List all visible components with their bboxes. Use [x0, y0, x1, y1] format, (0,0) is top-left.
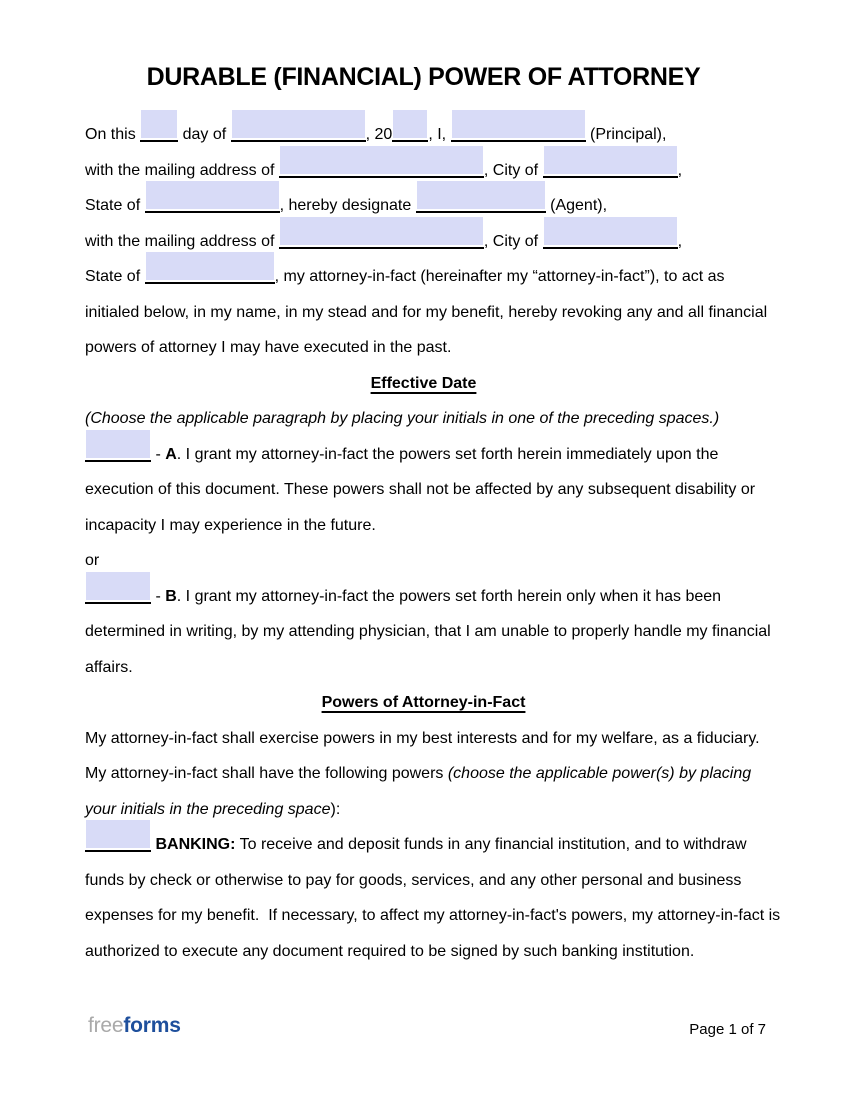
text-segment: State of	[85, 268, 145, 285]
freeforms-logo	[88, 1014, 181, 1038]
text-segment: Effective Date	[370, 374, 477, 392]
option-b-line-1	[85, 579, 762, 615]
text-segment: (Agent),	[545, 197, 608, 214]
text-segment: , 20	[365, 126, 393, 143]
text-segment: execution of this document. These powers shall not be affected by any subsequent disability or	[85, 481, 756, 498]
text-segment: , City of	[483, 232, 543, 250]
banking-line-3	[85, 898, 781, 934]
text-segment: day of	[178, 126, 231, 143]
banking-line-4	[85, 934, 762, 970]
field-banking-initials[interactable]	[85, 832, 151, 852]
powers-line-3	[85, 792, 762, 828]
text-segment: funds by check or otherwise to pay for goods, services, and any other personal and business	[85, 871, 742, 889]
field-agent-name[interactable]	[416, 193, 546, 213]
logo-text-forms: forms	[123, 1014, 181, 1037]
banking-line-2	[85, 863, 762, 899]
text-segment: ,	[677, 161, 683, 179]
text-segment: ,	[677, 232, 683, 250]
option-b-line-2	[85, 614, 771, 650]
field-principal-name[interactable]	[451, 122, 586, 142]
text-segment: -	[151, 445, 166, 463]
text-segment: ):	[330, 800, 341, 818]
option-b-line-3	[85, 650, 762, 686]
text-segment: or	[85, 552, 100, 569]
text-segment: My attorney-in-fact shall have the following powers	[85, 765, 448, 782]
text-segment: Powers of Attorney-in-Fact	[321, 694, 526, 711]
field-agent-city[interactable]	[543, 229, 678, 249]
heading-powers	[85, 685, 762, 721]
text-segment: , my attorney-in-fact (hereinafter my “attorney-in-fact”), to act as	[274, 268, 725, 285]
intro-line-4	[85, 224, 762, 260]
intro-line-1	[85, 117, 762, 153]
field-principal-city[interactable]	[543, 158, 678, 178]
field-day[interactable]	[140, 122, 178, 142]
text-segment: (Choose the applicable paragraph by placing your initials in one of the preceding spaces.)	[85, 410, 720, 427]
text-segment: -	[151, 587, 166, 605]
intro-line-7	[85, 330, 762, 366]
text-segment: affairs.	[85, 658, 133, 676]
text-segment: determined in writing, by my attending physician, that I am unable to properly handle my financial	[85, 623, 771, 640]
text-segment: (Principal),	[585, 126, 667, 143]
document-title: DURABLE (FINANCIAL) POWER OF ATTORNEY	[146, 63, 701, 91]
option-a-line-2	[85, 472, 762, 508]
text-segment: On this	[85, 126, 141, 143]
text-segment: initialed below, in my name, in my stead and for my benefit, hereby revoking any and all financial	[85, 303, 768, 321]
intro-line-3	[85, 188, 762, 224]
text-segment: , I,	[428, 126, 451, 143]
or-line	[85, 543, 762, 579]
text-segment: A	[165, 445, 177, 463]
text-segment: your initials in the preceding space	[85, 800, 331, 818]
page-number-label: Page 1 of 7	[689, 1021, 766, 1038]
text-segment: incapacity I may experience in the future.	[85, 516, 376, 534]
option-a-line-3	[85, 508, 762, 544]
text-segment: with the mailing address of	[85, 232, 279, 250]
logo-text-free: free	[88, 1014, 124, 1037]
text-segment: To receive and deposit funds in any financial institution, and to withdraw	[235, 836, 747, 853]
text-segment: . I grant my attorney-in-fact the powers set forth herein immediately upon the	[176, 445, 719, 463]
text-segment: My attorney-in-fact shall exercise powers in my best interests and for my welfare, as a fiduciary.	[85, 729, 760, 747]
intro-line-2	[85, 153, 762, 189]
field-option-a-initials[interactable]	[85, 442, 151, 462]
field-month[interactable]	[231, 122, 366, 142]
powers-line-1	[85, 721, 762, 757]
heading-effective-date	[85, 366, 762, 402]
field-principal-address[interactable]	[279, 158, 484, 178]
field-option-b-initials[interactable]	[85, 584, 151, 604]
text-segment: , hereby designate	[279, 197, 416, 214]
text-segment: authorized to execute any document required to be signed by such banking institution.	[85, 942, 695, 960]
field-agent-state[interactable]	[145, 264, 275, 284]
field-principal-state[interactable]	[145, 193, 280, 213]
option-a-line-1	[85, 437, 762, 473]
document-body	[85, 117, 781, 969]
text-segment: with the mailing address of	[85, 161, 279, 179]
powers-line-2	[85, 756, 762, 792]
field-year[interactable]	[392, 122, 428, 142]
effective-date-instruction	[85, 401, 762, 437]
text-segment: expenses for my benefit. If necessary, to affect my attorney-in-fact's powers, my attorney-in-fact is	[85, 907, 781, 924]
text-segment: B	[165, 587, 177, 605]
text-segment: BANKING:	[155, 836, 236, 853]
text-segment: (choose the applicable power(s) by placing	[447, 765, 752, 782]
intro-line-5	[85, 259, 762, 295]
field-agent-address[interactable]	[279, 229, 484, 249]
intro-line-6	[85, 295, 768, 331]
text-segment: powers of attorney I may have executed in the past.	[85, 339, 452, 356]
text-segment: , City of	[483, 161, 543, 179]
banking-line-1	[85, 827, 762, 863]
text-segment: State of	[85, 197, 145, 214]
text-segment: . I grant my attorney-in-fact the powers set forth herein only when it has been	[176, 587, 722, 605]
